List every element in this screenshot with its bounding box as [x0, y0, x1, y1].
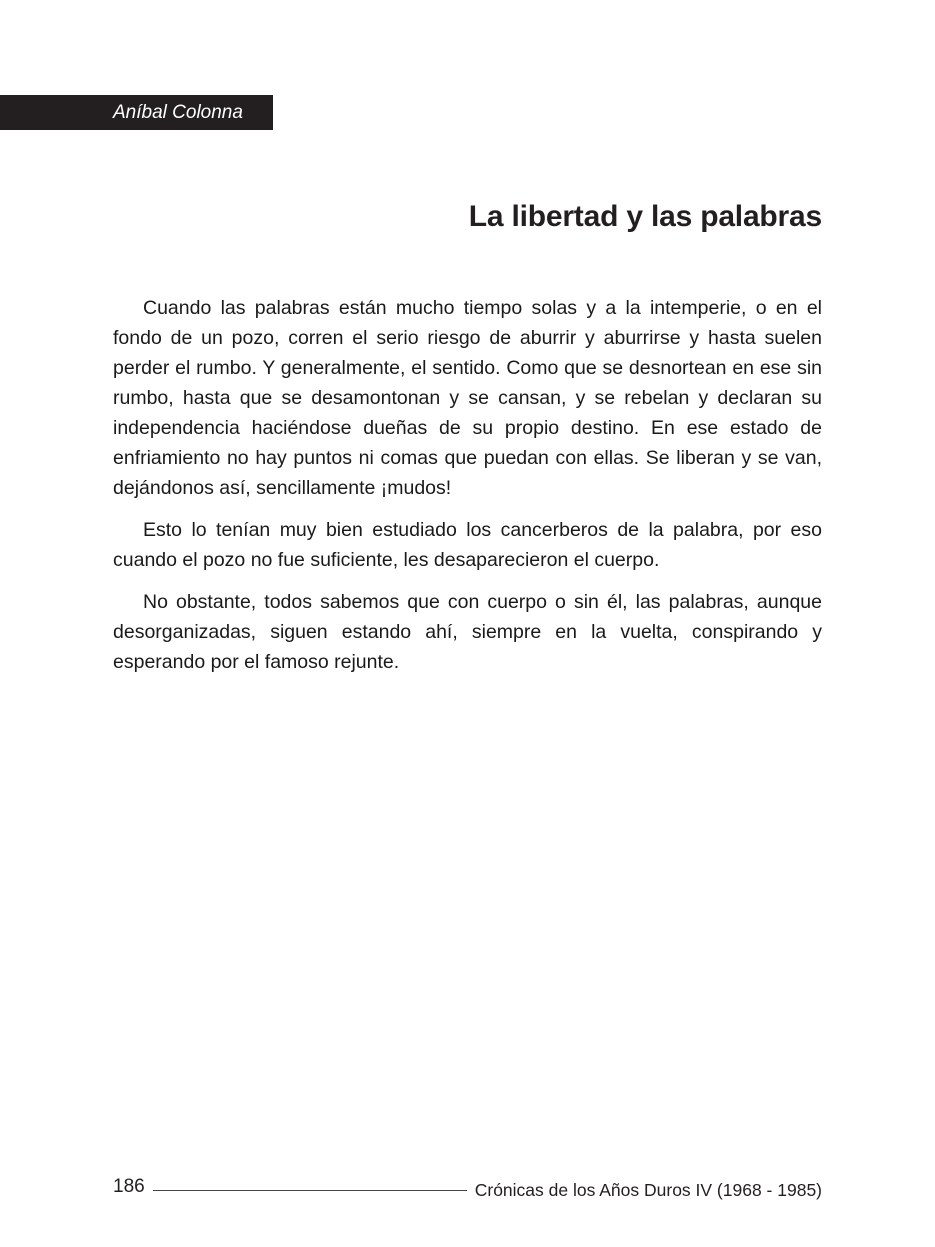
author-name: Aníbal Colonna — [113, 102, 243, 123]
page-footer — [113, 1172, 822, 1202]
book-title: Crónicas de los Años Duros IV (1968 - 1985) — [474, 1179, 822, 1200]
article-body — [113, 293, 822, 689]
paragraph: No obstante, todos sabemos que con cuerpo o sin él, las palabras, aunque desorganizadas, siguen estando ahí, siempre en la vuelta, conspirando y esperando por el famoso rejunte. — [113, 591, 822, 673]
paragraph: Cuando las palabras están mucho tiempo solas y a la intemperie, o en el fondo de un pozo, corren el serio riesgo de aburrir y aburrirse y hasta suelen perder el rumbo. Y generalmente, el sentido. Como que se desnortean en ese sin rumbo, hasta que se desamontonan y se cansan, y se rebelan y declaran su independencia haciéndose dueñas de su propio destino. En ese estado de enfriamiento no hay puntos ni comas que puedan con ellas. Se liberan y se van, dejándonos así, sencillamente ¡mudos! — [113, 297, 822, 499]
page-number: 186 — [113, 1176, 145, 1197]
footer-rule — [153, 1190, 467, 1191]
article-title: La libertad y las palabras — [468, 200, 822, 233]
paragraph: Esto lo tenían muy bien estudiado los cancerberos de la palabra, por eso cuando el pozo no fue suficiente, les desaparecieron el cuerpo. — [113, 519, 822, 571]
author-tab — [0, 95, 273, 130]
